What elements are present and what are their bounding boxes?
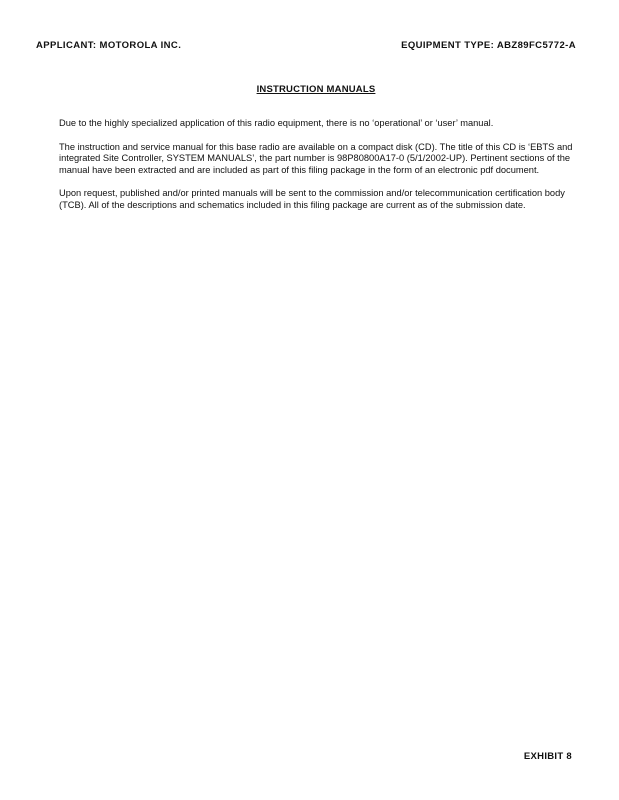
paragraph-upon-request: Upon request, published and/or printed manuals will be sent to the commission and/or telecommunication certification body (TCB). All of the descriptions and schematics included in this filing package are current as of the submission date. — [59, 188, 565, 210]
page-title: INSTRUCTION MANUALS — [256, 84, 376, 95]
exhibit-label: EXHIBIT 8 — [523, 751, 572, 762]
document-body — [59, 118, 575, 223]
paragraph-cd-manual: The instruction and service manual for this base radio are available on a compact disk (CD). The title of this CD is ‘EBTS and integrated Site Controller, SYSTEM MANUALS’, the part number is 98P80800A17-0 (5/1/2002-UP). Pertinent sections of the manual have been extracted and are included as part of this filing package in the form of an electronic pdf document. — [59, 141, 573, 175]
paragraph-no-user-manual: Due to the highly specialized application of this radio equipment, there is no ‘operational’ or ‘user’ manual. — [59, 118, 494, 128]
equipment-type-header: EQUIPMENT TYPE: ABZ89FC5772-A — [401, 40, 576, 51]
applicant-header: APPLICANT: MOTOROLA INC. — [36, 40, 182, 51]
